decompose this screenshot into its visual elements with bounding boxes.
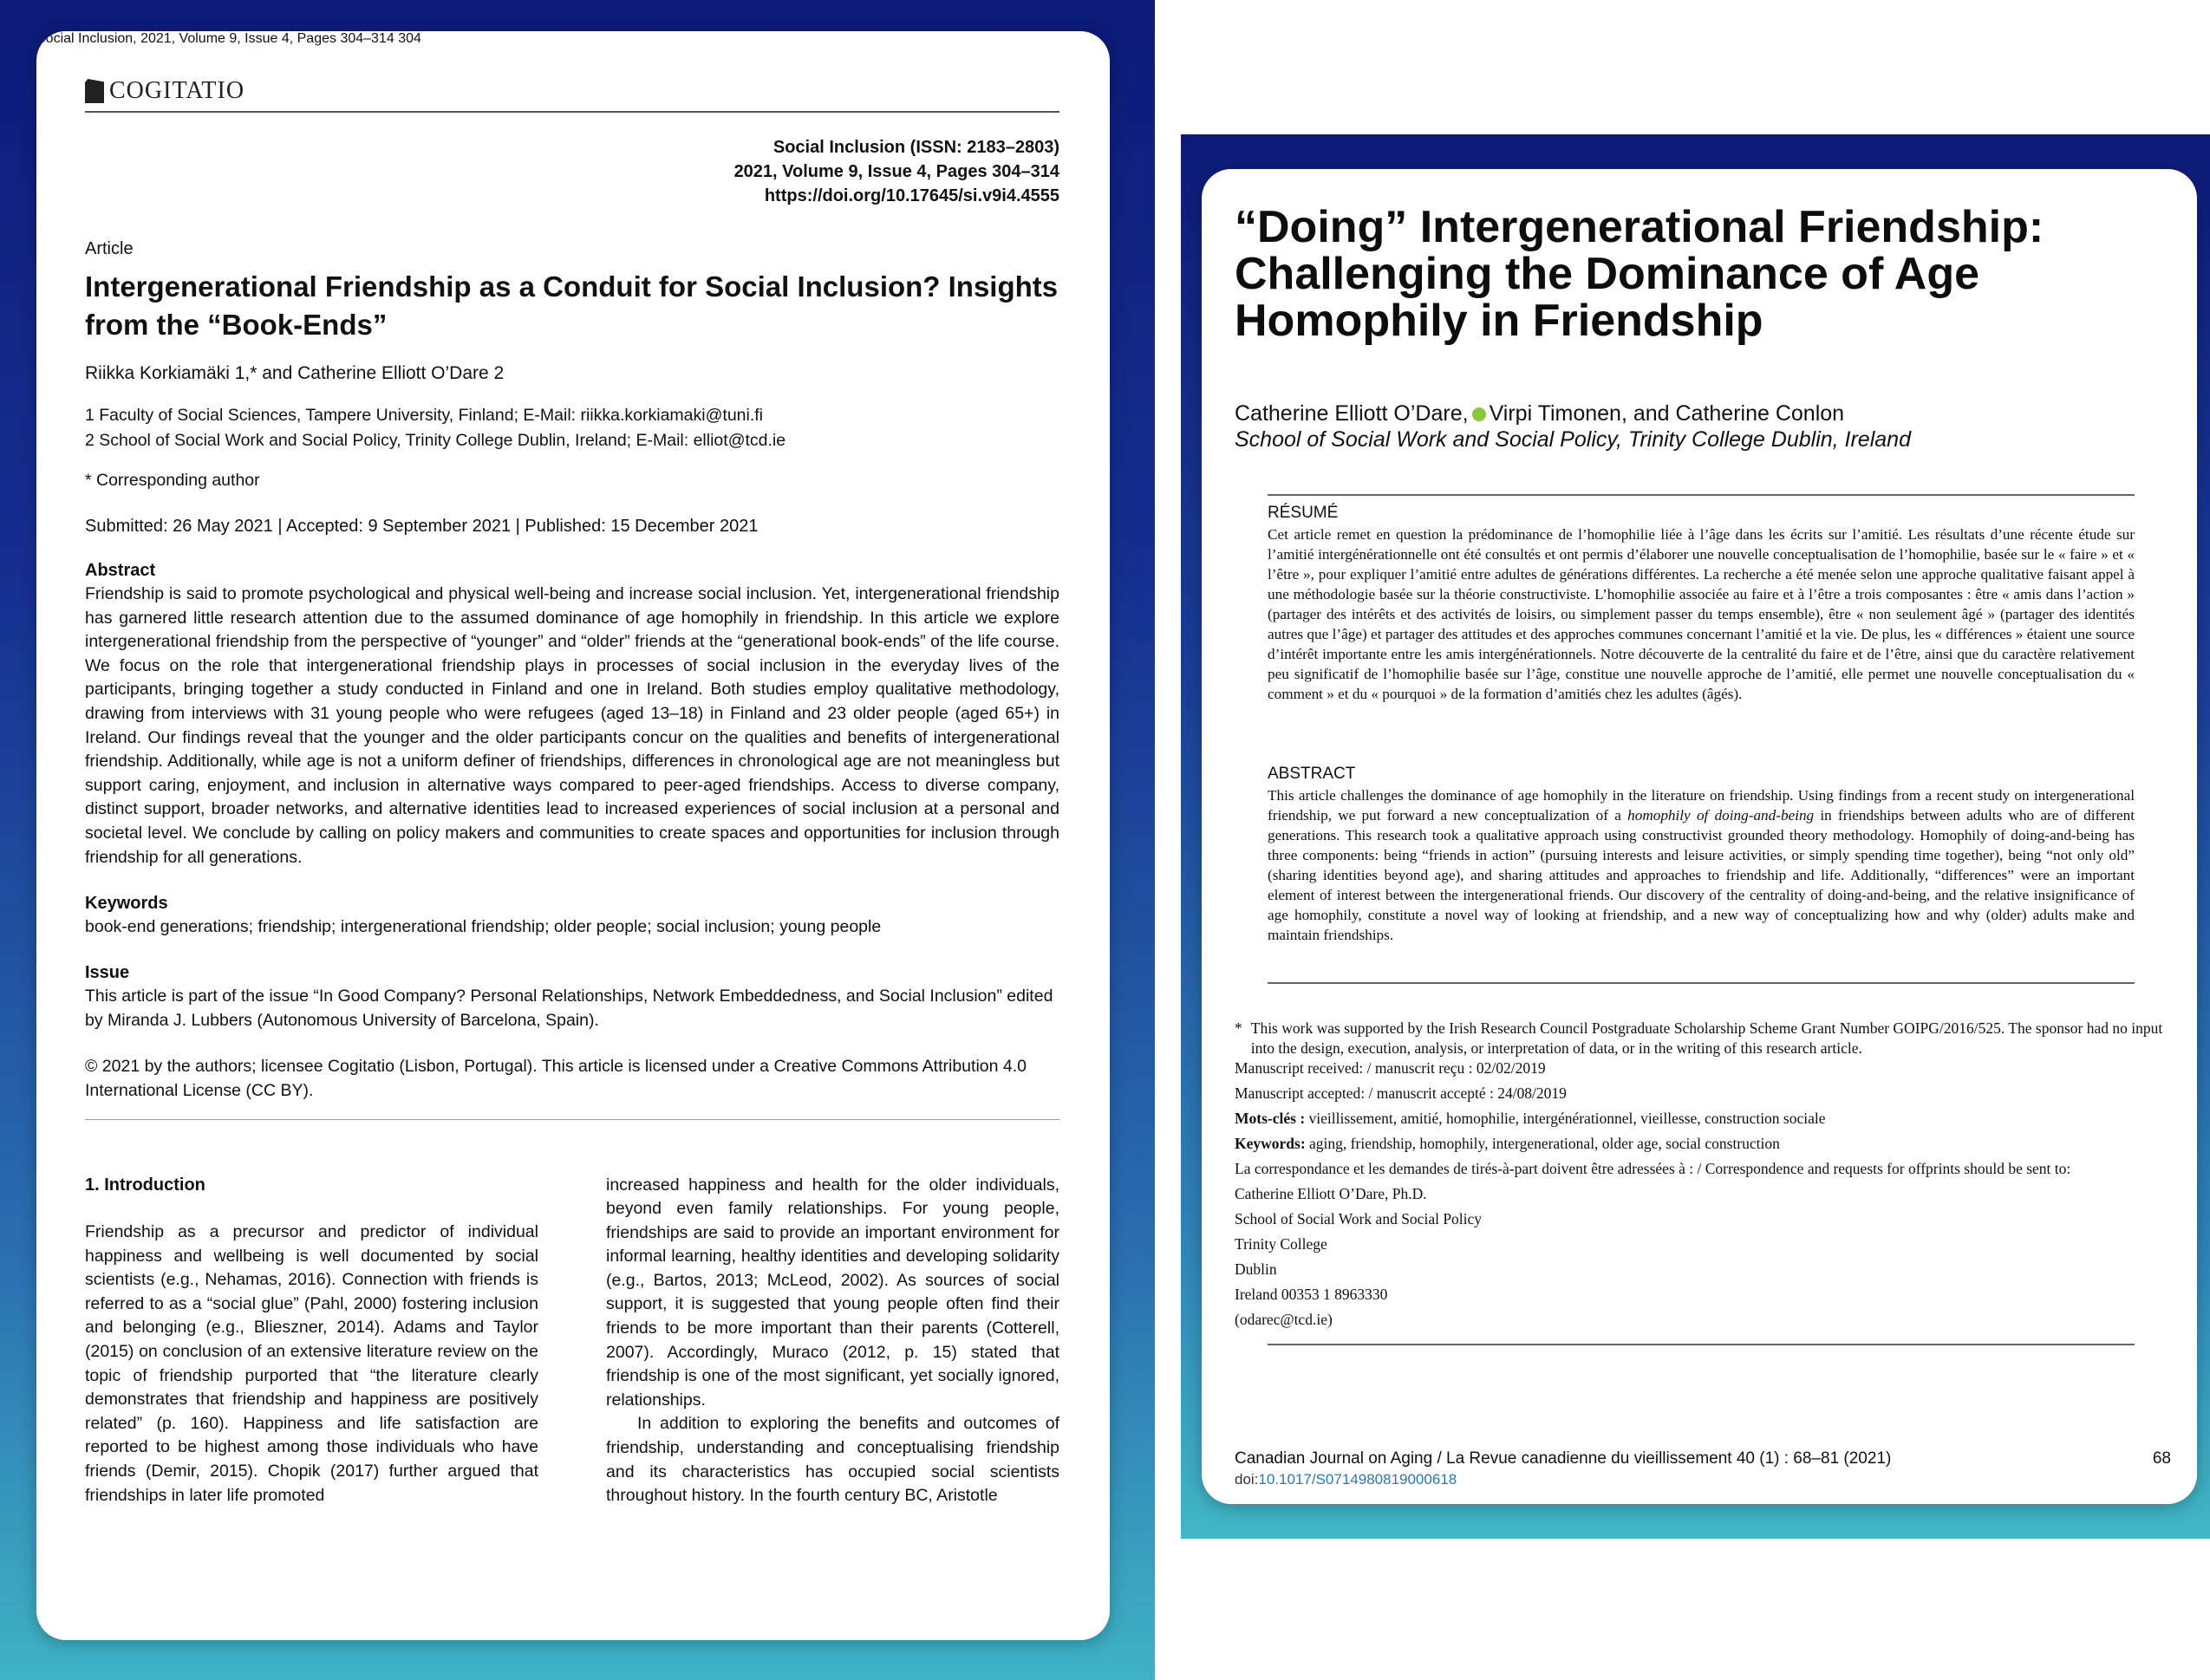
resume-text: Cet article remet en question la prédominance de l’homophilie liée à l’âge dans les écrits sur l’amitié. Les résultats d’une récente étude sur l’amitié intergénérationnelle ont été consultés et ont permis d’élaborer une nouvelle conceptualisation de l’homophilie, basée sur le « faire » et « l’être », pour expliquer l’amitié entre adultes de générations différentes. La recherche a été menée selon une approche qualitative faisant appel à une méthodologie basée sur la théorie constructiviste. L’homophilie associée au faire et à l’être a trois composantes : être « amis dans l’action » (partager des intérêts et des activités de loisirs, ou simplement passer du temps ensemble), être « non seulement âgé » (partager des identités autres que l’âge) et partager des attitudes et des approches communes concernant l’amitié et la vie. De plus, les « différences » étaient une source d’intérêt importante entre les amis intergénérationnels. Notre découverte de la centralité du faire et de l’être, ainsi que du caractère relativement peu significatif de l’homophilie basée sur l’âge, constitue une nouvelle approche de l’amitié, elle permet une nouvelle conceptualisation du « comment » et du « pourquoi » de la formation d’amitiés chez les adultes (âgés). [1268,526,2135,702]
affiliations [85,403,1059,453]
address-line-2: School of Social Work and Social Policy [1235,1210,1483,1227]
abstract-part-b: in friendships between adults who are of different generations. This research took a qualitative approach using constructivist grounded theory methodology. Homophily of doing-and-being has three components: being “friends in action” (pursuing interests and leisure activities, or simply spending time together), being “not only old” (sharing identities beyond age), and sharing attitudes and approaches to friendship and life. Additionally, “differences” were an important element of interest between the intergenerational friends. Our discovery of the centrality of doing-and-being, and the relative insignificance of age homophily, constitute a novel way of looking at friendship, and a new way of conceptualizing how and why (older) adults make and maintain friendships. [1268,807,2135,943]
doi-line [1235,1471,1457,1488]
funding-footnote [1235,1019,2171,1058]
manuscript-received: Manuscript received: / manuscrit reçu : 02/02/2019 [1235,1059,1546,1077]
footnote-mark: * [1235,1019,1242,1037]
journal-line-1: Social Inclusion (ISSN: 2183–2803) [773,138,1059,157]
corresponding-author-note: * Corresponding author [85,471,260,490]
keywords-text-2: aging, friendship, homophily, intergenerational, older age, social construction [1309,1135,1780,1152]
body-columns [85,1174,1059,1508]
address-line-4: Dublin [1235,1260,1277,1278]
journal-doi-link[interactable]: https://doi.org/10.17645/si.v9i4.4555 [764,186,1059,205]
address-email[interactable]: (odarec@tcd.ie) [1235,1311,1333,1328]
orcid-icon[interactable] [1472,407,1486,421]
logo-text: COGITATIO [109,77,245,104]
abstract-italic-term: homophily of doing-and-being [1627,807,1815,824]
footnote-text: This work was supported by the Irish Research Council Postgraduate Scholarship Scheme Grant Number GOIPG/2016/525. The sponsor had no input into the design, execution, analysis, or interpretation of data, or in the writing of this research article. [1250,1019,2163,1057]
abstract-part-a: This article challenges the dominance of age homophily in the literature on friendship. Using findings from a recent study on intergenerational friendship, we put forward a new conceptualization of a [1268,787,2135,824]
header-rule [85,111,1059,113]
authors-2 [1235,401,1844,427]
correspondence-address [1235,1184,2171,1330]
abstract-text-2 [1268,785,2135,945]
intro-paragraph-2: increased happiness and health for the older individuals, beyond even family relationships. For young people, friendships are said to provide an important environment for informal learning, healthy identities and developing solidarity (e.g., Bartos, 2013; McLeod, 2002). As sources of social support, it is suggested that young people often find their friends to be more important than their parents (Cotterell, 2007). Accordingly, Muraco (2012, p. 15) stated that friendship is one of the most significant, yet socially ignored, relationships. [606,1175,1059,1410]
article-page-2 [1202,169,2197,1504]
page1-footer [36,31,1110,47]
mots-cles [1235,1109,2171,1129]
publication-dates: Submitted: 26 May 2021 | Accepted: 9 September 2021 | Published: 15 December 2021 [85,517,759,536]
manuscript-accepted: Manuscript accepted: / manuscrit accepté : 24/08/2019 [1235,1084,1567,1102]
abstract-heading: Abstract [85,561,156,580]
correspondence-note: La correspondance et les demandes de tirés-à-part doivent être adressées à : / Correspondence and requests for offprints should be sent to: [1235,1160,2071,1177]
license-rule [85,1119,1059,1120]
body-column-left [85,1174,538,1508]
keywords-2 [1235,1134,2171,1154]
affiliation-1: 1 Faculty of Social Sciences, Tampere University, Finland; E-Mail: riikka.korkiamaki@tuni.fi [85,406,764,425]
author-first: Catherine Elliott O’Dare, [1235,401,1469,426]
abstract-section [1268,765,2135,945]
author-others: Virpi Timonen, and Catherine Conlon [1489,401,1845,426]
article-notes [1235,1019,2171,1335]
body-column-right [606,1174,1059,1508]
abstract-heading-2: ABSTRACT [1268,765,1356,783]
keywords-label-2: Keywords: [1235,1135,1306,1152]
page1-content [85,76,1059,1508]
intro-paragraph-1: Friendship as a precursor and predictor of individual happiness and wellbeing is well documented by social scientists (e.g., Nehamas, 2016). Connection with friends is referred to as a “social glue” (Pahl, 2000) fostering inclusion and belonging (e.g., Blieszner, 2014). Adams and Taylor (2015) on conclusion of an extensive literature review on the topic of friendship purported that “the literature clearly demonstrates that friendship and happiness are positively related” (p. 160). Happiness and life satisfaction are reported to be highest among those individuals who have friends (Demir, 2015). Chopik (2017) further argued that friendships in later life promoted [85,1222,538,1505]
article-type: Article [85,239,134,258]
doi-link[interactable]: 10.1017/S0714980819000618 [1258,1471,1457,1488]
doi-label: doi: [1235,1471,1259,1488]
affiliation-2: 2 School of Social Work and Social Policy, Trinity College Dublin, Ireland; E-Mail: elliot@tcd.ie [85,431,786,450]
intro-paragraph-3: In addition to exploring the benefits and outcomes of friendship, understanding and conceptualising friendship and its characteristics has occupied social scientists throughout history. In the fourth century BC, Aristotle [606,1414,1059,1506]
article-title: Intergenerational Friendship as a Conduit for Social Inclusion? Insights from the “Book-Ends” [85,270,1059,341]
keywords-heading: Keywords [85,894,168,914]
publisher-logo [85,76,1059,106]
resume-section [1268,504,2135,704]
authors: Riikka Korkiamäki 1,* and Catherine Elliott O’Dare 2 [85,363,505,383]
address-line-3: Trinity College [1235,1235,1327,1253]
intro-heading: 1. Introduction [85,1175,205,1195]
cogitatio-logo-icon [85,79,104,103]
journal-line-2: 2021, Volume 9, Issue 4, Pages 304–314 [733,162,1059,181]
issue-heading: Issue [85,963,130,983]
author-affiliation: School of Social Work and Social Policy, Trinity College Dublin, Ireland [1235,427,1911,452]
footer-page-number: 304 [398,31,421,46]
footer-journal: Canadian Journal on Aging / La Revue canadienne du vieillissement 40 (1) : 68–81 (2021) [1235,1449,1892,1468]
license-text: © 2021 by the authors; licensee Cogitatio (Lisbon, Portugal). This article is licensed under a Creative Commons Attribution 4.0 International License (CC BY). [85,1057,1027,1100]
address-line-1: Catherine Elliott O’Dare, Ph.D. [1235,1185,1427,1202]
footer-page-number-2: 68 [2152,1449,2171,1468]
keywords-text: book-end generations; friendship; intergenerational friendship; older people; social inclusion; young people [85,917,882,937]
issue-text: This article is part of the issue “In Good Company? Personal Relationships, Network Embeddedness, and Social Inclusion” edited by Miranda J. Lubbers (Autonomous University of Barcelona, Spain). [85,987,1053,1030]
journal-info [85,135,1059,208]
mots-cles-text: vieillissement, amitié, homophilie, intergénérationnel, vieillesse, construction sociale [1308,1110,1826,1127]
resume-heading: RÉSUMÉ [1268,504,1339,522]
footer-citation: Social Inclusion, 2021, Volume 9, Issue 4, Pages 304–314 [36,31,394,46]
article-title-2: “Doing” Intergenerational Friendship: Challenging the Dominance of Age Homophily in Friendship [1235,202,2044,346]
resume-top-rule [1268,494,2135,496]
abstract-text: Friendship is said to promote psychological and physical well-being and increase social inclusion. Yet, intergenerational friendship has garnered little research attention due to the assumed dominance of age homophily in friendship. In this article we explore intergenerational friendship from the perspective of “younger” and “older” friends at the “generational book-ends” of the life course. We focus on the role that intergenerational friendship plays in processes of social inclusion in the everyday lives of the participants, bringing together a study conducted in Finland and one in Ireland. Both studies employ qualitative methodology, drawing from interviews with 31 young people who were refugees (aged 13–18) in Finland and 23 older people (aged 65+) in Ireland. Our findings reveal that the younger and the older participants concur on the qualities and benefits of intergenerational friendship. Additionally, while age is not a uniform definer of friendships, differences in chronological age are not meaningless but support caring, enjoyment, and inclusion in alternative ways compared to peer-aged friendships. Access to diverse company, distinct support, broader networks, and alternative identities lead to increased experiences of social inclusion at a personal and societal level. We conclude by calling on policy makers and communities to create spaces and opportunities for inclusion through friendship for all generations. [85,584,1059,867]
page2-footer [1235,1449,2171,1468]
mots-cles-label: Mots-clés : [1235,1110,1306,1127]
address-line-5: Ireland 00353 1 8963330 [1235,1286,1388,1303]
abstract-bottom-rule [1268,982,2135,984]
notes-bottom-rule [1268,1344,2135,1345]
article-page-1 [36,31,1110,1640]
